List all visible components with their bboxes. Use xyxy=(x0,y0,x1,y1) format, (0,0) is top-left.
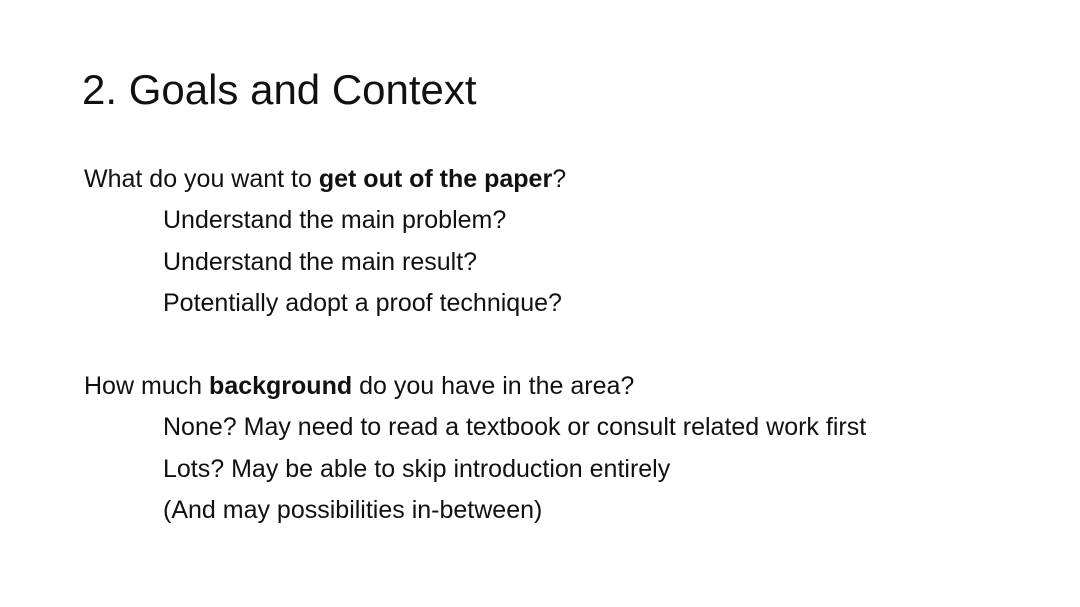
question-goals-text-before: What do you want to xyxy=(84,165,319,193)
question-background-text-after: do you have in the area? xyxy=(352,372,635,400)
background-item-3: (And may possibilities in-between) xyxy=(163,496,543,524)
question-goals-text-after: ? xyxy=(552,165,567,193)
question-background-emphasis: background xyxy=(209,372,353,400)
question-background xyxy=(84,369,634,403)
question-goals xyxy=(84,162,566,196)
goal-item-3: Potentially adopt a proof technique? xyxy=(163,289,562,317)
background-item-2: Lots? May be able to skip introduction entirely xyxy=(163,455,671,483)
question-background-text-before: How much xyxy=(84,372,210,400)
goal-item-1: Understand the main problem? xyxy=(163,206,507,234)
background-item-1: None? May need to read a textbook or consult related work first xyxy=(163,413,867,441)
question-goals-emphasis: get out of the paper xyxy=(318,165,553,193)
slide-title: 2. Goals and Context xyxy=(82,66,477,113)
goal-item-2: Understand the main result? xyxy=(163,248,478,276)
